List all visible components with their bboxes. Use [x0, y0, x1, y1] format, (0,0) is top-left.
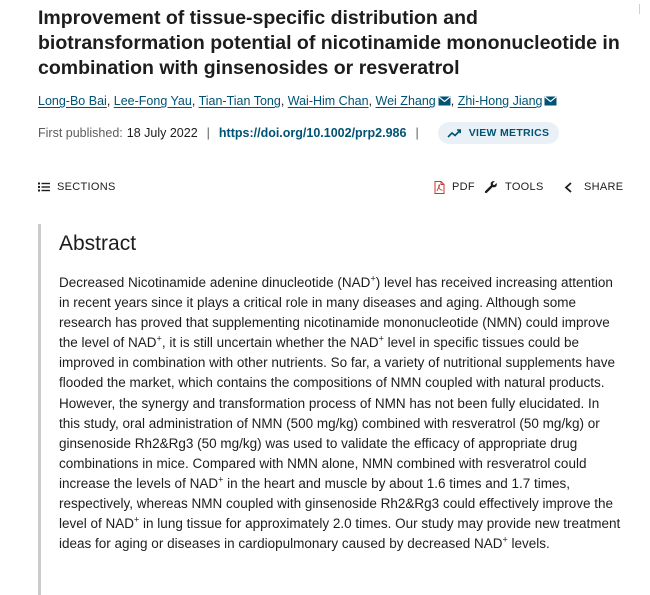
- publication-info: [38, 122, 559, 144]
- abstract-heading: Abstract: [59, 232, 137, 255]
- share-label: SHARE: [584, 181, 624, 193]
- author-link[interactable]: Wai-Him Chan: [287, 94, 369, 108]
- view-metrics-button[interactable]: [438, 122, 560, 144]
- abstract-section: [38, 224, 624, 595]
- view-metrics-label: VIEW METRICS: [468, 127, 550, 139]
- page-edge-mark: [639, 4, 644, 14]
- article-title: Improvement of tissue-specific distribution and biotransformation potential of nicotinamide mononucleotide in combination with ginsenosides or resveratrol: [38, 7, 620, 79]
- divider: |: [206, 126, 210, 140]
- published-label: First published:: [38, 126, 123, 140]
- author-link[interactable]: Long-Bo Bai: [38, 94, 107, 108]
- sections-label: SECTIONS: [57, 181, 116, 193]
- share-button[interactable]: [564, 178, 623, 196]
- divider: |: [415, 126, 419, 140]
- pdf-label: PDF: [452, 181, 475, 193]
- author-link[interactable]: Wei Zhang: [375, 94, 436, 108]
- article-toolbar: [38, 178, 624, 196]
- published-date: 18 July 2022: [126, 126, 198, 140]
- envelope-icon[interactable]: [438, 96, 451, 106]
- tools-button[interactable]: [484, 178, 544, 196]
- trend-line-icon: [447, 129, 461, 138]
- list-icon: [38, 182, 50, 192]
- pdf-button[interactable]: [434, 178, 475, 196]
- abstract-text: Decreased Nicotinamide adenine dinucleotide (NAD+) level has received increasing attention in recent years since it plays a critical role in many diseases and aging. Although some research has proved that supplementing nicotinamide mononucleotide (NMN) could improve the level of NAD+, it is still uncertain whether the NAD+ level in specific tissues could be improved in combination with other nutrients. So far, a variety of nutritional supplements have flooded the market, which contains the compositions of NMN coupled with natural products. However, the synergy and transformation process of NMN has not been fully elucidated. In this study, oral administration of NMN (500 mg/kg) combined with resveratrol (50 mg/kg) or ginsenoside Rh2&Rg3 (50 mg/kg) was used to validate the efficacy of appropriate drug combinations in mice. Compared with NMN alone, NMN combined with resveratrol could increase the levels of NAD+ in the heart and muscle by about 1.6 times and 1.7 times, respectively, whereas NMN coupled with ginsenoside Rh2&Rg3 could effectively improve the level of NAD+ in lung tissue for approximately 2.0 times. Our study may provide new treatment ideas for aging or diseases in cardiopulmonary caused by decreased NAD+ levels.: [59, 273, 621, 552]
- author-list: Long-Bo Bai, Lee-Fong Yau, Tian-Tian Tong, Wai-Him Chan, Wei Zhang , Zhi-Hong Jiang: [38, 92, 638, 110]
- pdf-file-icon: [434, 181, 445, 194]
- author-link[interactable]: Tian-Tian Tong: [198, 94, 281, 108]
- sections-button[interactable]: [38, 178, 116, 196]
- tools-label: TOOLS: [505, 181, 544, 193]
- author-link[interactable]: Lee-Fong Yau: [113, 94, 192, 108]
- author-link[interactable]: Zhi-Hong Jiang: [457, 94, 543, 108]
- doi-link[interactable]: https://doi.org/10.1002/prp2.986: [218, 126, 407, 140]
- envelope-icon[interactable]: [544, 96, 557, 106]
- share-icon: [564, 182, 577, 193]
- wrench-icon: [484, 180, 498, 194]
